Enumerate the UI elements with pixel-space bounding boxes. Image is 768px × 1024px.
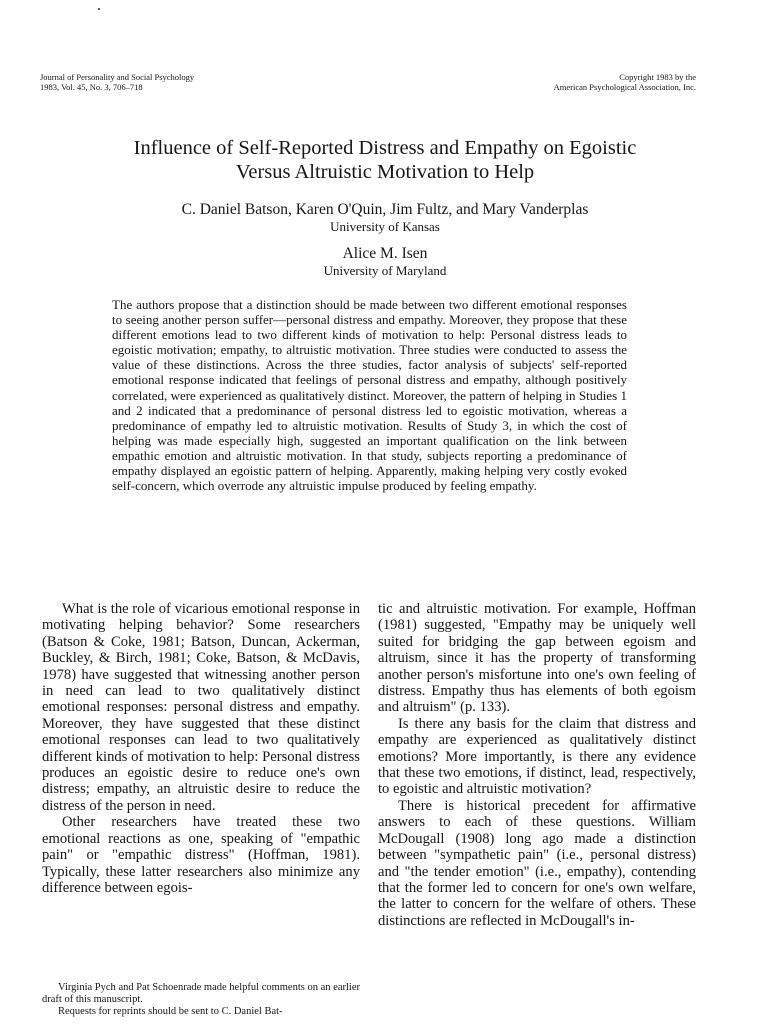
body-column-right (378, 601, 696, 929)
body-column-left (42, 601, 360, 896)
affiliation-2: University of Maryland (323, 263, 447, 278)
copyright-holder: American Psychological Association, Inc. (553, 82, 696, 92)
author-names-1: C. Daniel Batson, Karen O'Quin, Jim Fultz, and Mary Vanderplas (181, 201, 589, 218)
footnote-reprints: Requests for reprints should be sent to C. Daniel Bat- (58, 1006, 283, 1017)
article-title (40, 136, 730, 184)
abstract: The authors propose that a distinction should be made between two different emotional responses to seeing another person suffer—personal distress and empathy. Moreover, they propose that these different emotions lead to two different kinds of motivation to help: Personal distress leads to egoistic motivation; empathy, to altruistic motivation. Three studies were conducted to assess the value of these distinctions. Across the three studies, factor analysis of subjects' self-reported emotional response indicated that feelings of personal distress and empathy, although positively correlated, were experienced as qualitatively distinct. Moreover, the pattern of helping in Studies 1 and 2 indicated that a predominance of personal distress led to egoistic motivation, whereas a predominance of empathy led to altruistic motivation. Results of Study 3, in which the cost of helping was made especially high, suggested an important qualification on the link between empathic emotion and altruistic motivation. In that study, subjects reporting a predominance of empathy displayed an egoistic pattern of helping. Apparently, making helping very costly evoked self-concern, which overrode any altruistic impulse produced by feeling empathy. (112, 297, 627, 494)
scan-speck (98, 8, 100, 10)
body-paragraph: tic and altruistic motivation. For example, Hoffman (1981) suggested, "Empathy may be uniquely well suited for bridging the gap between egoism and altruism, since it has the property of transforming another person's misfortune into one's own feeling of distress. Empathy thus has elements of both egoism and altruism" (p. 133). (378, 601, 696, 716)
body-paragraph: There is historical precedent for affirmative answers to each of these questions. William McDougall (1908) long ago made a distinction between "sympathetic pain" (i.e., personal distress) and "the tender emotion" (i.e., empathy), contending that the former led to concern for one's own welfare, the latter to concern for the welfare of others. These distinctions are reflected in McDougall's in- (378, 797, 696, 929)
title-line-1: Influence of Self-Reported Distress and Empathy on Egoistic (133, 137, 637, 159)
body-paragraph: Other researchers have treated these two emotional reactions as one, speaking of "empathic pain" or "empathic distress" (Hoffman, 1981). Typically, these latter researchers also minimize any difference between egois- (42, 814, 360, 896)
copyright-notice (554, 72, 696, 92)
copyright-year: Copyright 1983 by the (619, 72, 696, 82)
affiliation-1: University of Kansas (330, 219, 440, 234)
body-paragraph: What is the role of vicarious emotional response in motivating helping behavior? Some researchers (Batson & Coke, 1981; Batson, Duncan, Ackerman, Buckley, & Birch, 1981; Coke, Batson, & McDavis, 1978) have suggested that witnessing another person in need can lead to two qualitatively distinct emotional responses: personal distress and empathy. Moreover, they have suggested that these distinct emotional responses can lead to two qualitatively different kinds of motivation to help: Personal distress produces an egoistic desire to reduce one's own distress; empathy, an altruistic desire to reduce the distress of the person in need. (42, 601, 360, 814)
footnote-acknowledgment: Virginia Pych and Pat Schoenrade made helpful comments on an earlier draft of this manuscript. (42, 982, 360, 1005)
journal-name: Journal of Personality and Social Psychology (40, 72, 195, 82)
footnote (42, 982, 360, 1018)
author-names-2: Alice M. Isen (342, 245, 428, 262)
journal-citation (40, 72, 194, 92)
title-line-2: Versus Altruistic Motivation to Help (235, 161, 535, 183)
body-paragraph: Is there any basis for the claim that distress and empathy are experienced as qualitatively distinct emotions? More importantly, is there any evidence that these two emotions, if distinct, lead, respectively, to egoistic and altruistic motivation? (378, 715, 696, 798)
journal-volume: 1983, Vol. 45, No. 3, 706–718 (40, 82, 143, 92)
